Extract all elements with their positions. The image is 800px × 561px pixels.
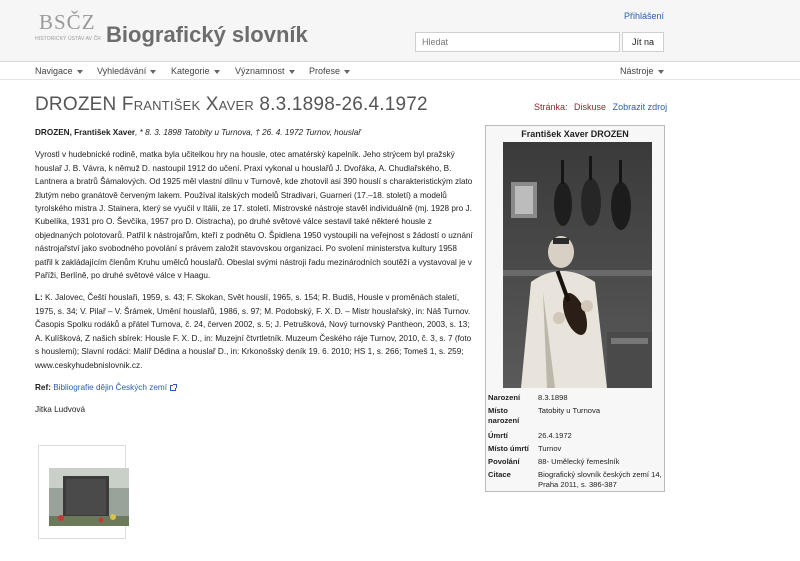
infobox-value: Turnov <box>538 444 562 453</box>
view-source-link[interactable]: Zobrazit zdroj <box>612 102 668 112</box>
literature-text: K. Jalovec, Čeští houslaři, 1959, s. 43; F. Skokan, Svět houslí, 1965, s. 154; R. Budiš, Housle v proměnách staletí, 1975, s. 34; V. Pilař – V. Šrámek, Umění houslařů, 1986, s. 97; M. Podobský, F. X. D. – Mistr houslařský, in: Náš Turnov. Časopis Spolku rodáků a přátel Turnova, č. 24, červen 2002, s. 5; J. Petrušková, Nový turnovský Pantheon, 2003, s. 13; A. Kulíšková, Z našich sbírek: Housle F. X. D., in: Muzejní čtvrtletník. Muzeum Českého ráje Turnov, 2010, č. 3, s. 7 (foto s houslemi); Slavní rodáci: Malíř Dědina a houslař D., in: Krkonošský deník 19. 6. 2010; HS 1, s. 266; Tomeš 1, s. 259; www.ceskyhudebnislovnik.cz. <box>35 293 472 370</box>
grave-photo-image <box>49 468 129 526</box>
title-surname: DROZEN <box>35 94 117 115</box>
chevron-down-icon <box>214 70 220 74</box>
lead-name: DROZEN, František Xaver <box>35 128 136 137</box>
infobox-value: 88- Umělecký řemeslník <box>538 457 620 466</box>
infobox-key: Místo narození <box>488 406 520 425</box>
bibliography-link[interactable]: Bibliografie dějin Českých zemí <box>53 382 167 392</box>
title-name: František Xaver <box>121 94 254 115</box>
nav-vyhledavani[interactable] <box>97 66 156 76</box>
nav-navigace[interactable] <box>35 66 83 76</box>
article-content <box>35 126 475 426</box>
main-nav <box>0 62 800 80</box>
site-logo[interactable] <box>35 12 101 48</box>
grave-photo-thumbnail[interactable] <box>38 445 126 539</box>
references-label: Ref: <box>35 382 51 392</box>
nav-vyznamnost[interactable] <box>235 66 295 76</box>
nav-profese[interactable] <box>309 66 350 76</box>
page-tools-label: Stránka: <box>534 102 568 112</box>
page-tools <box>534 102 667 112</box>
infobox-key: Narození <box>488 393 521 402</box>
nav-kategorie[interactable] <box>171 66 220 76</box>
external-link-icon <box>170 385 176 391</box>
article-lead <box>35 126 475 139</box>
nav-label: Významnost <box>235 66 285 76</box>
chevron-down-icon <box>289 70 295 74</box>
literature-label: L: <box>35 293 43 303</box>
infobox-value: 26.4.1972 <box>538 431 572 440</box>
title-dates: 8.3.1898-26.4.1972 <box>259 94 428 115</box>
infobox-title: František Xaver DROZEN <box>521 129 629 139</box>
infobox-key: Citace <box>488 470 511 479</box>
infobox-key: Úmrtí <box>488 431 508 440</box>
infobox-value: Biografický slovník českých zemí 14, Praha 2011, s. 386-387 <box>538 470 662 489</box>
logo-subtitle: HISTORICKÝ ÚSTAV AV ČR <box>35 36 102 42</box>
article-author: Jitka Ludvová <box>35 405 86 415</box>
nav-label: Profese <box>309 66 341 76</box>
infobox-value: Tatobity u Turnova <box>538 406 601 415</box>
nav-label: Nástroje <box>620 66 654 76</box>
search-go-button[interactable]: Jít na <box>622 32 664 52</box>
nav-nastroje[interactable] <box>620 66 664 76</box>
nav-label: Kategorie <box>171 66 210 76</box>
chevron-down-icon <box>344 70 350 74</box>
article-references <box>35 381 475 394</box>
page-title <box>35 94 428 116</box>
logo-text: BSČZ <box>39 10 96 34</box>
article-body: Vyrostl v hudebnické rodině, matka byla učitelkou hry na housle, otec amatérský kapelník. Jeho strýcem byl pražský houslař J. B. Vávra, k němuž D. nastoupil 1912 do učení. Praxi vykonal u houslařů J. Dvořáka, A. Chudlařského, B. Lantnera a bratrů Šámalových. Od 1925 měl vlastní dílnu v Turnově, kde zhotovil asi 390 houslí s charakteristickým zlato žlutým nebo granátově červeným lakem. Používal italských modelů Stradivari, Guarneri (17.–18. století) a modelů tyrolského mistra J. Stainera, který se vyučil v Itálii, ze 17. století. Mistrovské nástroje stavěl individuálně (mj. 1928 pro J. Kubelíka, 1931 pro O. Ševčíka, 1957 pro D. Oistracha), po druhé světové válce sestavil také některé housle z objednaných polotovarů. Patřil k nástrojařům, kteří z podnětu O. Špidlena 1950 vystoupili na veřejnost s žádostí o uznání nástrojařství jako svobodného povolání s právem založit stavovskou organizaci. Po svolení ministerstva kultury 1958 patřil k zakládajícím členům Kruhu umělců houslařů. Obeslal svými nástroji řadu mezinárodních soutěží a vystavoval je v Paříži, Berlíně, po druhé světové válce v Haagu. <box>35 150 473 281</box>
nav-label: Vyhledávání <box>97 66 147 76</box>
site-header <box>0 0 800 62</box>
chevron-down-icon <box>150 70 156 74</box>
portrait-photo[interactable] <box>503 142 652 388</box>
discussion-link[interactable]: Diskuse <box>574 102 607 112</box>
site-title[interactable]: Biografický slovník <box>106 22 308 47</box>
nav-label: Navigace <box>35 66 73 76</box>
article-literature <box>35 291 475 371</box>
login-link[interactable]: Přihlášení <box>624 11 665 21</box>
infobox-key: Místo úmrtí <box>488 444 529 453</box>
chevron-down-icon <box>77 70 83 74</box>
search-input[interactable] <box>415 32 620 52</box>
infobox-key: Povolání <box>488 457 520 466</box>
person-infobox <box>485 125 665 492</box>
lead-details: , * 8. 3. 1898 Tatobity u Turnova, † 26. 4. 1972 Turnov, houslař <box>135 128 362 137</box>
chevron-down-icon <box>658 70 664 74</box>
infobox-value: 8.3.1898 <box>538 393 568 402</box>
